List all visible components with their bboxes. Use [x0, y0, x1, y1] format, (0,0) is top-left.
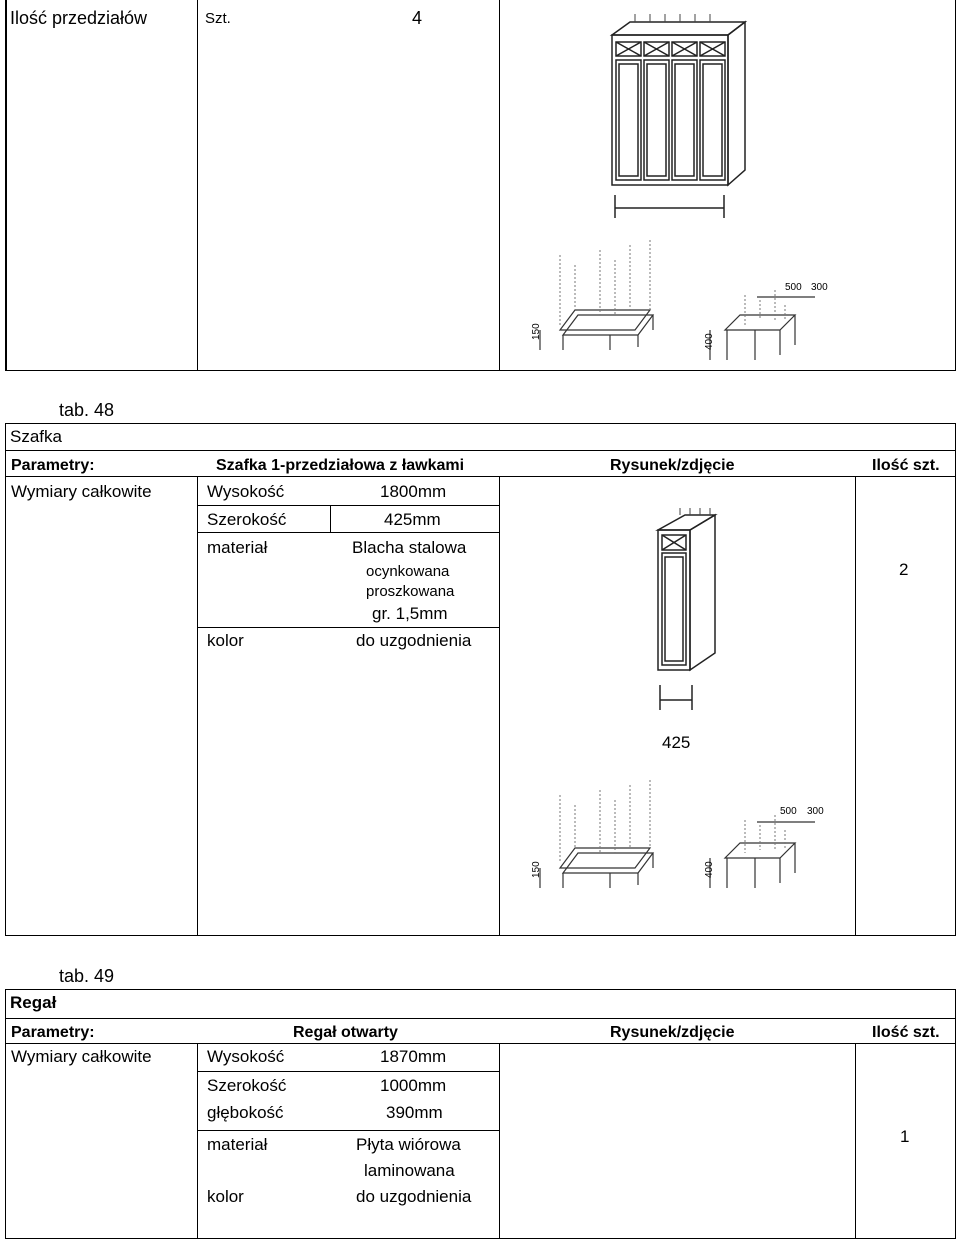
tab49-qty-value: 1 [900, 1127, 910, 1146]
tab48-material-value-1: Blacha stalowa [352, 538, 467, 557]
tab48-title: Szafka [10, 427, 62, 446]
tab48-material-label: materiał [207, 538, 268, 557]
tab48-material-value-4: gr. 1,5mm [372, 604, 448, 623]
tab49-height-value: 1870mm [380, 1047, 447, 1066]
tab49-dims-label: Wymiary całkowite [11, 1047, 152, 1066]
bench48-dim-300: 300 [807, 806, 824, 817]
tab49-material-value-1: Płyta wiórowa [356, 1135, 461, 1154]
tab48-name-header: Szafka 1-przedziałowa z ławkami [216, 457, 465, 474]
bench-drawing-top [515, 235, 845, 370]
tab48-height-label: Wysokość [207, 482, 285, 501]
tab48-color-label: kolor [207, 631, 244, 650]
tab48-material-value-3: proszkowana [366, 583, 455, 600]
tab49-qty-header: Ilość szt. [872, 1024, 940, 1041]
tab49-depth-label: głębokość [207, 1103, 284, 1122]
tab49-drawing-header: Rysunek/zdjęcie [610, 1024, 735, 1041]
compartments-label: Ilość przedziałów [10, 8, 148, 28]
tab49-material-value-2: laminowana [364, 1161, 455, 1180]
bench48-height-400: 400 [704, 861, 715, 878]
tab48-drawing-header: Rysunek/zdjęcie [610, 457, 735, 474]
bench48-height-150: 150 [531, 861, 542, 878]
tab48-qty-header: Ilość szt. [872, 457, 940, 474]
unit-label: Szt. [205, 10, 231, 27]
tab49-width-value: 1000mm [380, 1076, 447, 1095]
tab48-qty-value: 2 [899, 560, 909, 579]
tab49-color-value: do uzgodnienia [356, 1187, 472, 1206]
locker-4-drawing [600, 10, 760, 220]
bench-drawing-tab48 [515, 770, 845, 905]
tab49-color-label: kolor [207, 1187, 244, 1206]
tab49-depth-value: 390mm [386, 1103, 443, 1122]
tab48-caption: tab. 48 [59, 400, 115, 420]
tab48-params-header: Parametry: [11, 457, 95, 474]
bench-dim-500: 500 [785, 282, 802, 293]
tab48-height-value: 1800mm [380, 482, 447, 501]
tab48-dims-label: Wymiary całkowite [11, 482, 152, 501]
tab49-height-label: Wysokość [207, 1047, 285, 1066]
tab49-params-header: Parametry: [11, 1024, 95, 1041]
bench-dim-300: 300 [811, 282, 828, 293]
locker-width-425: 425 [662, 733, 691, 752]
tab49-caption: tab. 49 [59, 966, 115, 986]
locker-1-drawing [640, 505, 730, 755]
compartments-value: 4 [412, 8, 423, 28]
bench-height-400: 400 [704, 333, 715, 350]
tab48-width-value: 425mm [384, 510, 441, 529]
tab49-title: Regał [10, 993, 57, 1012]
tab49-material-label: materiał [207, 1135, 268, 1154]
tab49-width-label: Szerokość [207, 1076, 287, 1095]
tab49-name-header: Regał otwarty [293, 1024, 398, 1041]
tab48-material-value-2: ocynkowana [366, 563, 450, 580]
bench-height-150: 150 [531, 323, 542, 340]
tab48-color-value: do uzgodnienia [356, 631, 472, 650]
bench48-dim-500: 500 [780, 806, 797, 817]
tab48-width-label: Szerokość [207, 510, 287, 529]
